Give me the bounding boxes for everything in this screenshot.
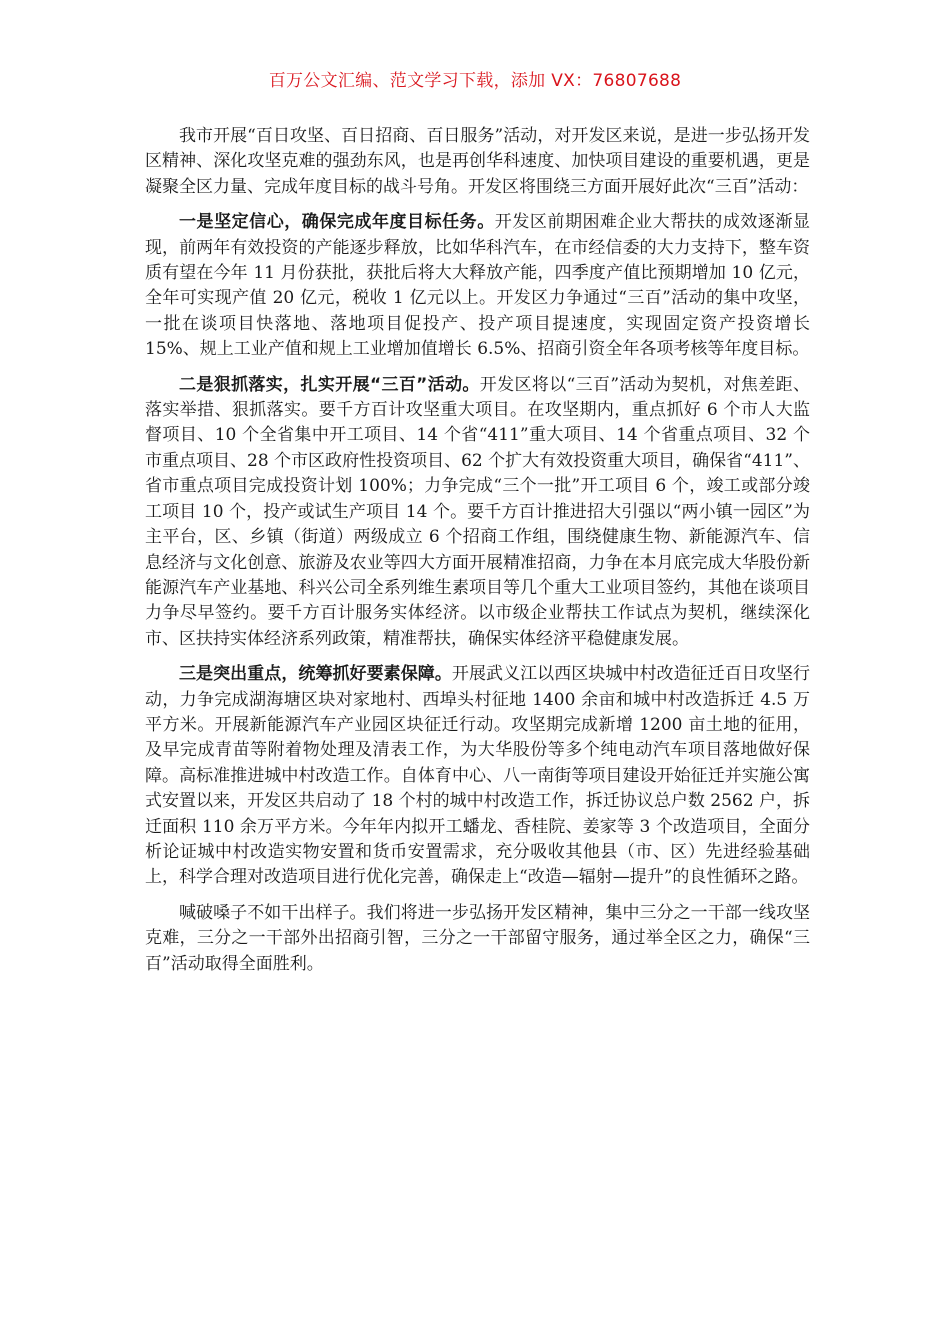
document-body: [145, 124, 810, 987]
closing-paragraph: 喊破嗓子不如干出样子。我们将进一步弘扬开发区精神，集中三分之一干部一线攻坚克难，三分之一干部外出招商引智，三分之一干部留守服务，通过举全区之力，确保“三百”活动取得全面胜利。: [145, 902, 810, 974]
section-one-body: 开发区前期困难企业大帮扶的成效逐渐显现，前两年有效投资的产能逐步释放，比如华科汽车，在市经信委的大力支持下，整车资质有望在今年 11 月份获批，获批后将大大释放产能，四季度产值比预期增加 10 亿元，全年可实现产值 20 亿元，税收 1 亿元以上。开发区力争通过“三百”活动的集中攻坚，一批在谈项目快落地、落地项目促投产、投产项目提速度，实现固定资产投资增长 15%、规上工业产值和规上工业增加值增长 6.5%、招商引资全年各项考核等年度目标。: [145, 212, 811, 360]
section-two-body: 开发区将以“三百”活动为契机，对焦差距、落实举措、狠抓落实。要千方百计攻坚重大项目。在攻坚期内，重点抓好 6 个市人大监督项目、10 个全省集中开工项目、14 个省“411”重大项目、14 个省重点项目、32 个市重点项目、28 个市区政府性投资项目、62 个扩大有效投资重大项目，确保省“411”、省市重点项目完成投资计划 100%；力争完成“三个一批”开工项目 6 个，竣工或部分竣工项目 10 个，投产或试生产项目 14 个。要千方百计推进招大引强以“两小镇一园区”为主平台，区、乡镇（街道）两级成立 6 个招商工作组，围绕健康生物、新能源汽车、信息经济与文化创意、旅游及农业等四大方面开展精准招商，力争在本月底完成大华股份新能源汽车产业基地、科兴公司全系列维生素项目等几个重大工业项目签约，其他在谈项目力争尽早签约。要千方百计服务实体经济。以市级企业帮扶工作试点为契机，继续深化市、区扶持实体经济系列政策，精准帮扶，确保实体经济平稳健康发展。: [145, 374, 810, 649]
section-one-heading: 一是坚定信心，确保完成年度目标任务。: [179, 212, 495, 233]
intro-paragraph: 我市开展“百日攻坚、百日招商、百日服务”活动，对开发区来说，是进一步弘扬开发区精神、深化攻坚克难的强劲东风，也是再创华科速度、加快项目建设的重要机遇，更是凝聚全区力量、完成年度目标的战斗号角。开发区将围绕三方面开展好此次“三百”活动：: [145, 126, 810, 197]
section-three-heading: 三是突出重点，统筹抓好要素保障。: [179, 664, 452, 685]
section-two-heading: 二是狠抓落实，扎实开展“三百”活动。: [179, 374, 480, 395]
section-three-paragraph: [145, 662, 810, 891]
section-one-paragraph: [145, 210, 810, 362]
header-watermark-text: 百万公文汇编、范文学习下载，添加 VX：76807688: [268, 71, 682, 91]
section-two-paragraph: [145, 373, 810, 652]
section-three-body: 开展武义江以西区块城中村改造征迁百日攻坚行动，力争完成湖海塘区块对家地村、西埠头村征地 1400 余亩和城中村改造拆迁 4.5 万平方米。开展新能源汽车产业园区块征迁行动。攻坚期完成新增 1200 亩土地的征用，及早完成青苗等附着物处理及清表工作，为大华股份等多个纯电动汽车项目落地做好保障。高标准推进城中村改造工作。自体育中心、八一南街等项目建设开始征迁并实施公寓式安置以来，开发区共启动了 18 个村的城中村改造工作，拆迁协议总户数 2562 户，拆迁面积 110 余万平方米。今年年内拟开工蟠龙、香桂院、姜家等 3 个改造项目，全面分析论证城中村改造实物安置和货币安置需求，充分吸收其他县（市、区）先进经验基础上，科学合理对改造项目进行优化完善，确保走上“改造—辐射—提升”的良性循环之路。: [145, 664, 811, 888]
